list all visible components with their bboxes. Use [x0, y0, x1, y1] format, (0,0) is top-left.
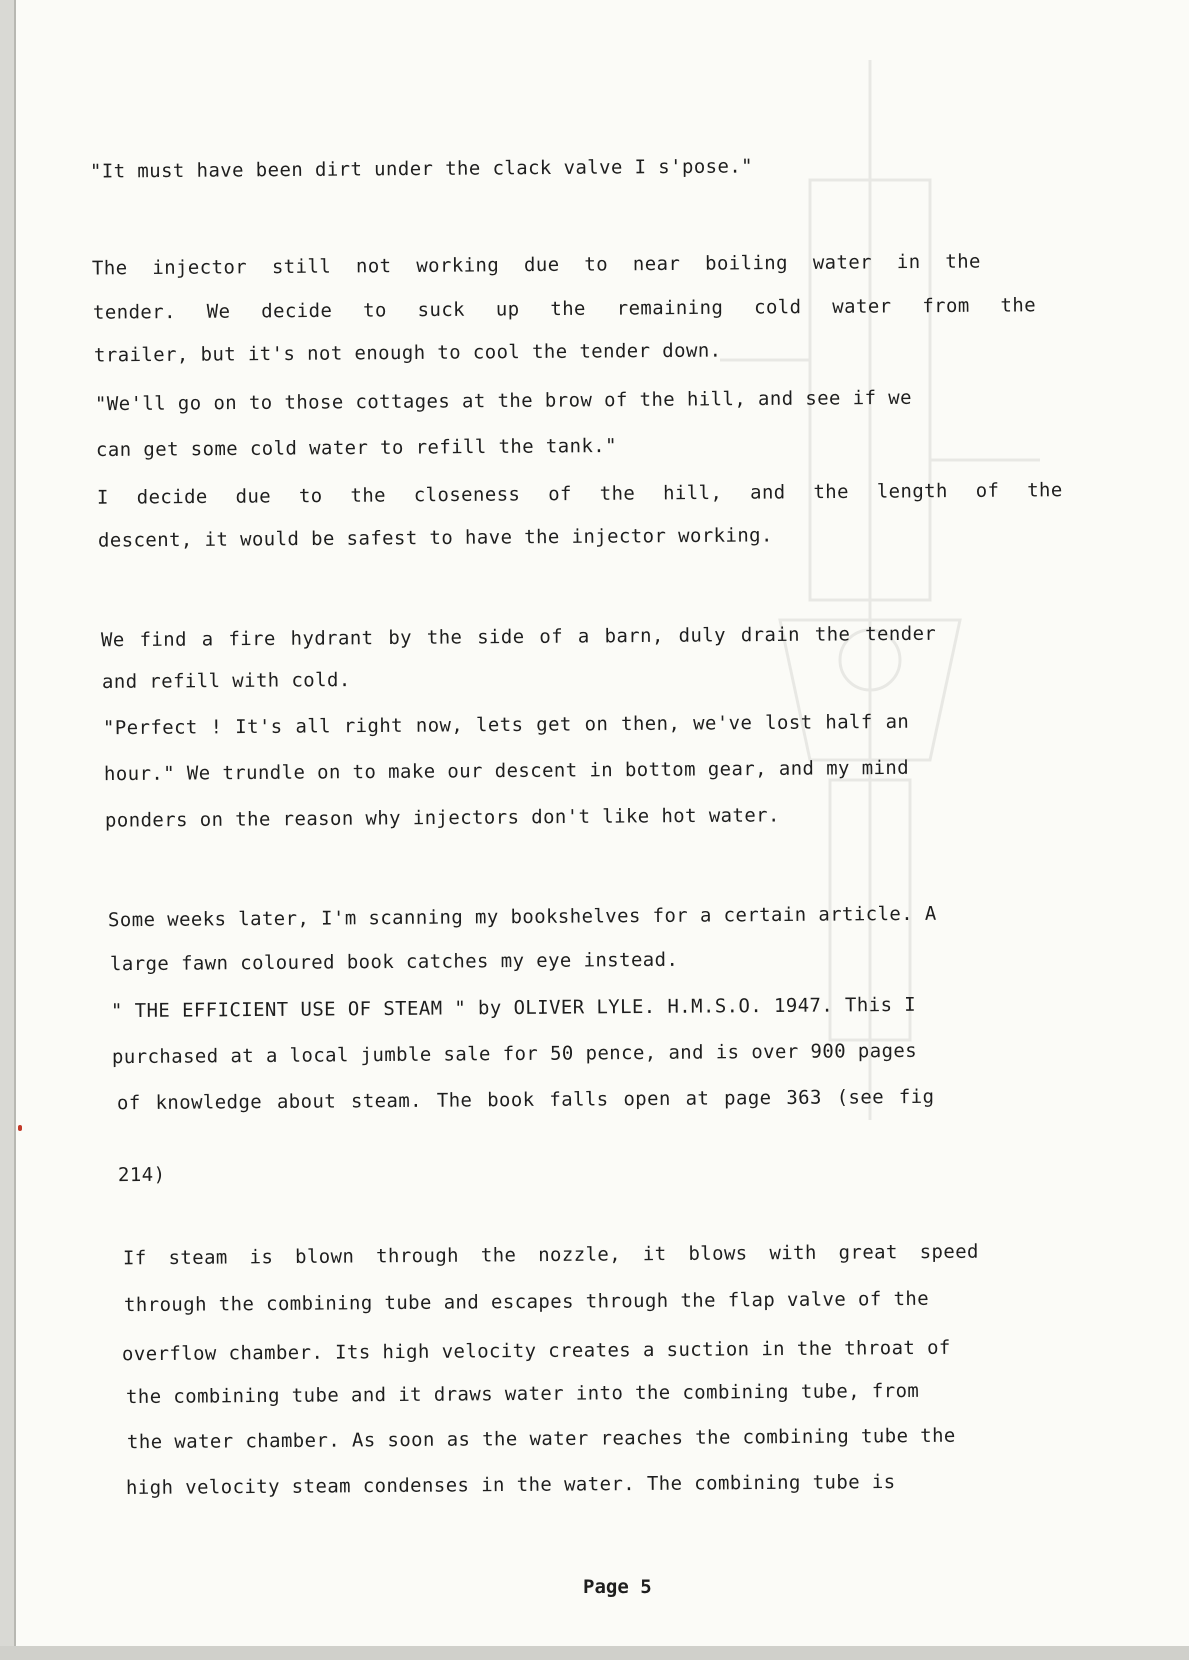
text-line: trailer, but it's not enough to cool the tender down. [93, 339, 722, 367]
show-through-diagram [660, 60, 1080, 1120]
text-line: large fawn coloured book catches my eye instead. [109, 948, 679, 976]
text-line: " THE EFFICIENT USE OF STEAM " by OLIVER LYLE. H.M.S.O. 1947. This I [110, 993, 917, 1023]
text-line: I decide due to the closeness of the hill, and the length of the [96, 479, 1063, 509]
page-left-edge-line [14, 0, 16, 1660]
text-line: tender. We decide to suck up the remaining cold water from the [92, 294, 1037, 324]
text-line: The injector still not working due to near boiling water in the [91, 250, 981, 280]
text-line: high velocity steam condenses in the water. The combining tube is [125, 1470, 896, 1500]
text-line: and refill with cold. [101, 669, 351, 693]
page-number: Page 5 [583, 1576, 652, 1598]
red-mark [18, 1125, 22, 1131]
text-line: through the combining tube and escapes through the flap valve of the [123, 1287, 930, 1317]
text-line: of knowledge about steam. The book falls open at page 363 (see fig [116, 1085, 935, 1115]
page-left-binding-edge [0, 0, 14, 1660]
text-line: ponders on the reason why injectors don't like hot water. [104, 804, 780, 832]
text-line: the combining tube and it draws water into the combining tube, from [125, 1379, 920, 1409]
text-line: Some weeks later, I'm scanning my bookshelves for a certain article. A [107, 902, 937, 932]
text-line: We find a fire hydrant by the side of a barn, duly drain the tender [100, 622, 937, 652]
text-line: 214) [117, 1163, 166, 1187]
text-line: purchased at a local jumble sale for 50 pence, and is over 900 pages [111, 1039, 918, 1069]
text-line: overflow chamber. Its high velocity creates a suction in the throat of [121, 1336, 951, 1366]
text-line: descent, it would be safest to have the injector working. [97, 524, 773, 552]
text-line: the water chamber. As soon as the water reaches the combining tube the [126, 1424, 956, 1454]
text-line: hour." We trundle on to make our descent in bottom gear, and my mind [103, 756, 910, 786]
text-line: "We'll go on to those cottages at the brow of the hill, and see if we [94, 386, 912, 416]
text-line: If steam is blown through the nozzle, it blows with great speed [122, 1240, 979, 1270]
page-bottom-edge [0, 1646, 1189, 1660]
text-line: "Perfect ! It's all right now, lets get on then, we've lost half an [102, 710, 910, 740]
text-line: "It must have been dirt under the clack valve I s'pose." [89, 155, 754, 183]
text-line: can get some cold water to refill the tank." [95, 434, 618, 462]
